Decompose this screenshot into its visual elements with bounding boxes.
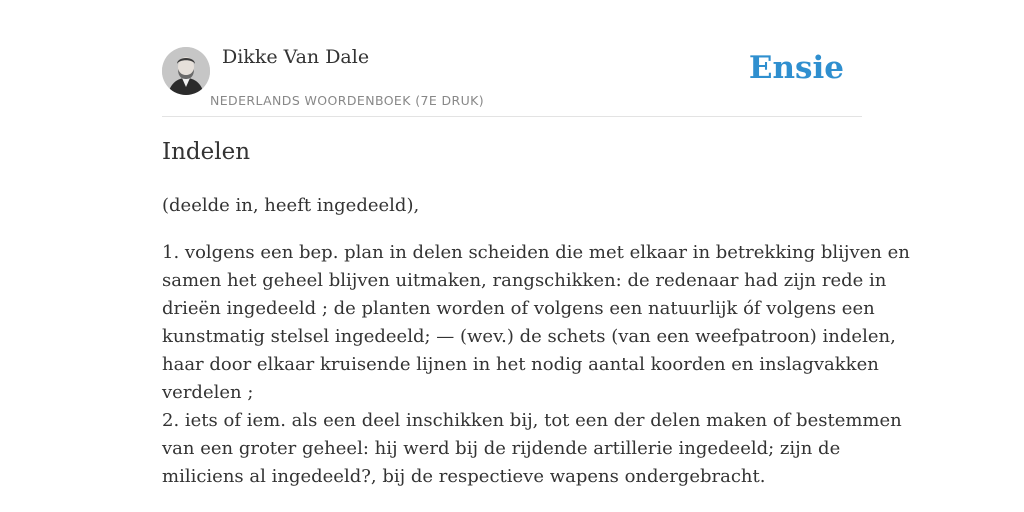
ensie-logo-link[interactable]: Ensie bbox=[748, 50, 844, 86]
definition-line: 1. volgens een bep. plan in delen scheiden die met elkaar in betrekking blijven en bbox=[162, 242, 910, 263]
grammar-info: (deelde in, heeft ingedeeld), bbox=[162, 195, 420, 216]
entry-title: Indelen bbox=[162, 139, 251, 165]
author-name[interactable]: Dikke Van Dale bbox=[222, 46, 370, 68]
definition-line: miliciens al ingedeeld?, bij de respectieve wapens ondergebracht. bbox=[162, 466, 766, 487]
author-avatar[interactable] bbox=[162, 47, 210, 95]
portrait-image bbox=[162, 47, 210, 95]
definition-line: samen het geheel blijven uitmaken, rangschikken: de redenaar had zijn rede in bbox=[162, 270, 887, 291]
definition-line: verdelen ; bbox=[162, 382, 254, 403]
definition-line: van een groter geheel: hij werd bij de rijdende artillerie ingedeeld; zijn de bbox=[162, 438, 841, 459]
source-header bbox=[162, 40, 862, 117]
definition-line: haar door elkaar kruisende lijnen in het nodig aantal koorden en inslagvakken bbox=[162, 354, 879, 375]
definition-line: drieën ingedeeld ; de planten worden of volgens een natuurlijk óf volgens een bbox=[162, 298, 875, 319]
definition-line: kunstmatig stelsel ingedeeld; — (wev.) de schets (van een weefpatroon) indelen, bbox=[162, 326, 896, 347]
source-label: NEDERLANDS WOORDENBOEK (7E DRUK) bbox=[210, 93, 485, 108]
definition-text bbox=[162, 239, 910, 491]
definition-line: 2. iets of iem. als een deel inschikken bij, tot een der delen maken of bestemmen bbox=[162, 410, 902, 431]
